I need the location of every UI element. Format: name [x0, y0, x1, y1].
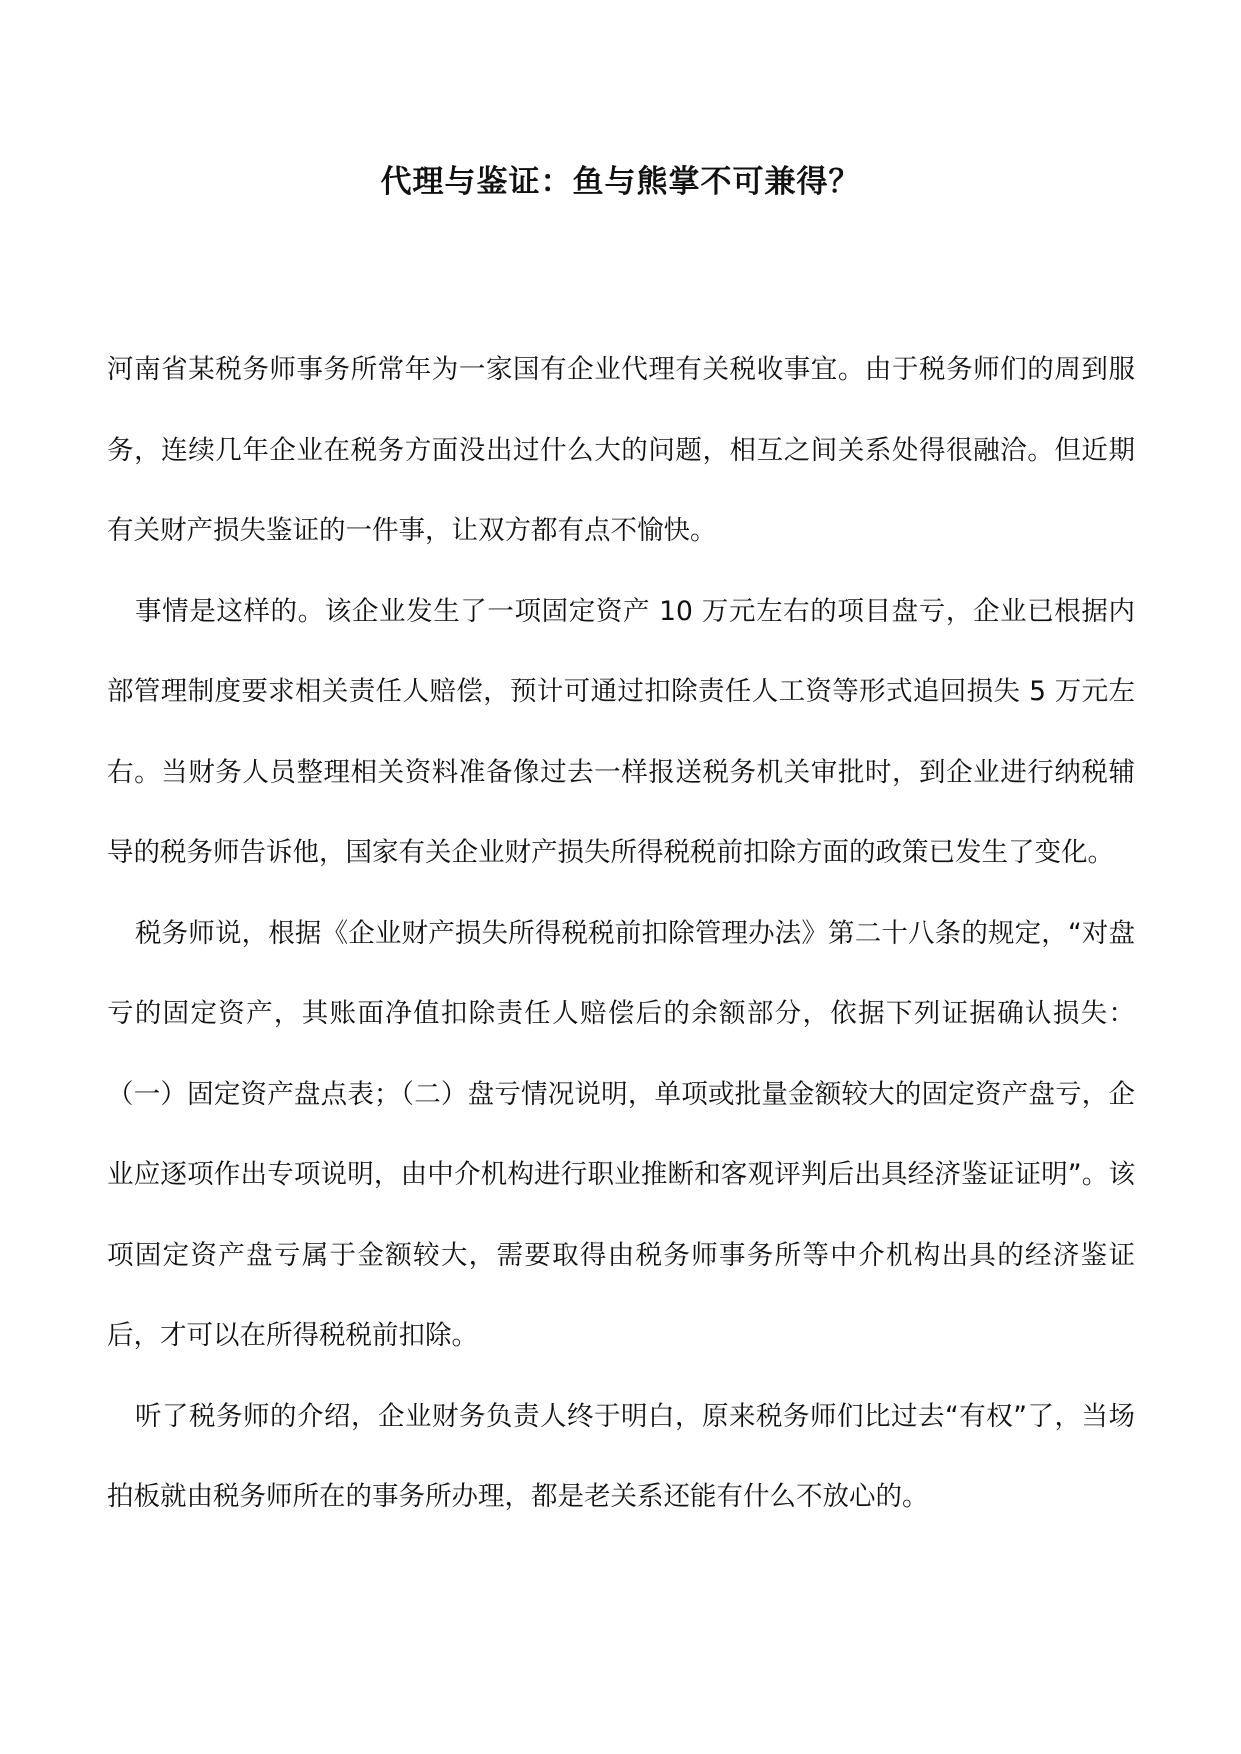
- paragraph-3: 税务师说，根据《企业财产损失所得税税前扣除管理办法》第二十八条的规定，“对盘亏的固定资产，其账面净值扣除责任人赔偿后的余额部分，依据下列证据确认损失：（一）固定资产盘点表；（二）盘亏情况说明，单项或批量金额较大的固定资产盘亏，企业应逐项作出专项说明，由中介机构进行职业推断和客观评判后出具经济鉴证证明”。该项固定资产盘亏属于金额较大，需要取得由税务师事务所等中介机构出具的经济鉴证后，才可以在所得税税前扣除。: [107, 917, 1135, 1351]
- paragraph-1: 河南省某税务师事务所常年为一家国有企业代理有关税收事宜。由于税务师们的周到服务，连续几年企业在税务方面没出过什么大的问题，相互之间关系处得很融洽。但近期有关财产损失鉴证的一件事，让双方都有点不愉快。: [107, 354, 1135, 546]
- document-body: [107, 330, 1135, 1538]
- document-title: 代理与鉴证：鱼与熊掌不可兼得？: [380, 164, 861, 200]
- paragraph-4: 听了税务师的介绍，企业财务负责人终于明白，原来税务师们比过去“有权”了，当场拍板就由税务师所在的事务所办理，都是老关系还能有什么不放心的。: [107, 1400, 1135, 1512]
- paragraph-2: 事情是这样的。该企业发生了一项固定资产 10 万元左右的项目盘亏，企业已根据内部管理制度要求相关责任人赔偿，预计可通过扣除责任人工资等形式追回损失 5 万元左右。当财务人员整理相关资料准备像过去一样报送税务机关审批时，到企业进行纳税辅导的税务师告诉他，国家有关企业财产损失所得税税前扣除方面的政策已发生了变化。: [107, 595, 1135, 868]
